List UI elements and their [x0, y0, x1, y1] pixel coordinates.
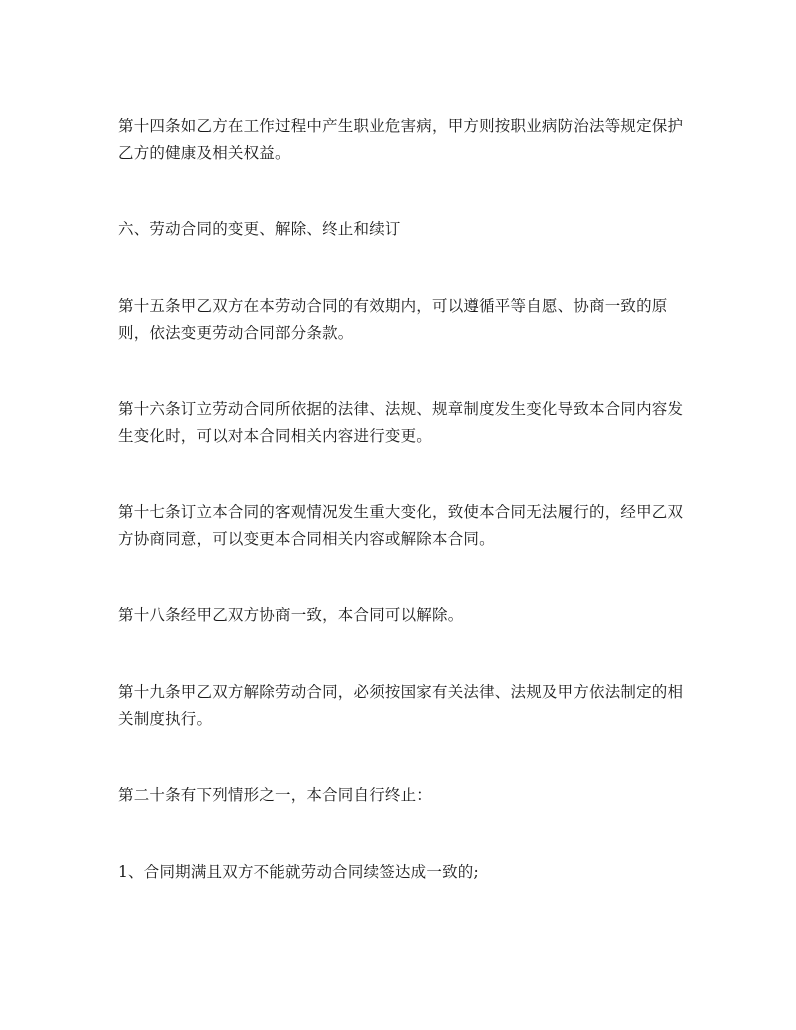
- article-16-paragraph: [118, 396, 688, 450]
- text-line: 第十七条订立本合同的客观情况发生重大变化，致使本合同无法履行的，经甲乙双: [118, 503, 684, 521]
- text-line: 方协商同意，可以变更本合同相关内容或解除本合同。: [118, 530, 495, 548]
- text-line: 生变化时，可以对本合同相关内容进行变更。: [118, 427, 433, 445]
- text-line: 第十五条甲乙双方在本劳动合同的有效期内，可以遵循平等自愿、协商一致的原: [118, 297, 668, 315]
- article-20-paragraph: [118, 782, 688, 809]
- article-18-paragraph: [118, 602, 688, 629]
- text-line: 第十六条订立劳动合同所依据的法律、法规、规章制度发生变化导致本合同内容发: [118, 400, 684, 418]
- text-line: 第十四条如乙方在工作过程中产生职业危害病，甲方则按职业病防治法等规定保护: [118, 117, 684, 135]
- text-line: 关制度执行。: [118, 710, 213, 728]
- list-item: [118, 859, 688, 886]
- text-line: 第二十条有下列情形之一，本合同自行终止：: [118, 786, 433, 804]
- article-19-paragraph: [118, 679, 688, 733]
- text-line: 1、合同期满且双方不能就劳动合同续签达成一致的;: [118, 863, 479, 881]
- section-heading: [118, 216, 688, 243]
- article-17-paragraph: [118, 499, 688, 553]
- text-line: 则，依法变更劳动合同部分条款。: [118, 324, 354, 342]
- article-15-paragraph: [118, 293, 688, 347]
- text-line: 第十九条甲乙双方解除劳动合同，必须按国家有关法律、法规及甲方依法制定的相: [118, 683, 684, 701]
- text-line: 乙方的健康及相关权益。: [118, 144, 291, 162]
- text-line: 第十八条经甲乙双方协商一致，本合同可以解除。: [118, 606, 464, 624]
- article-14-paragraph: [118, 113, 688, 167]
- text-line: 六、劳动合同的变更、解除、终止和续订: [118, 220, 401, 238]
